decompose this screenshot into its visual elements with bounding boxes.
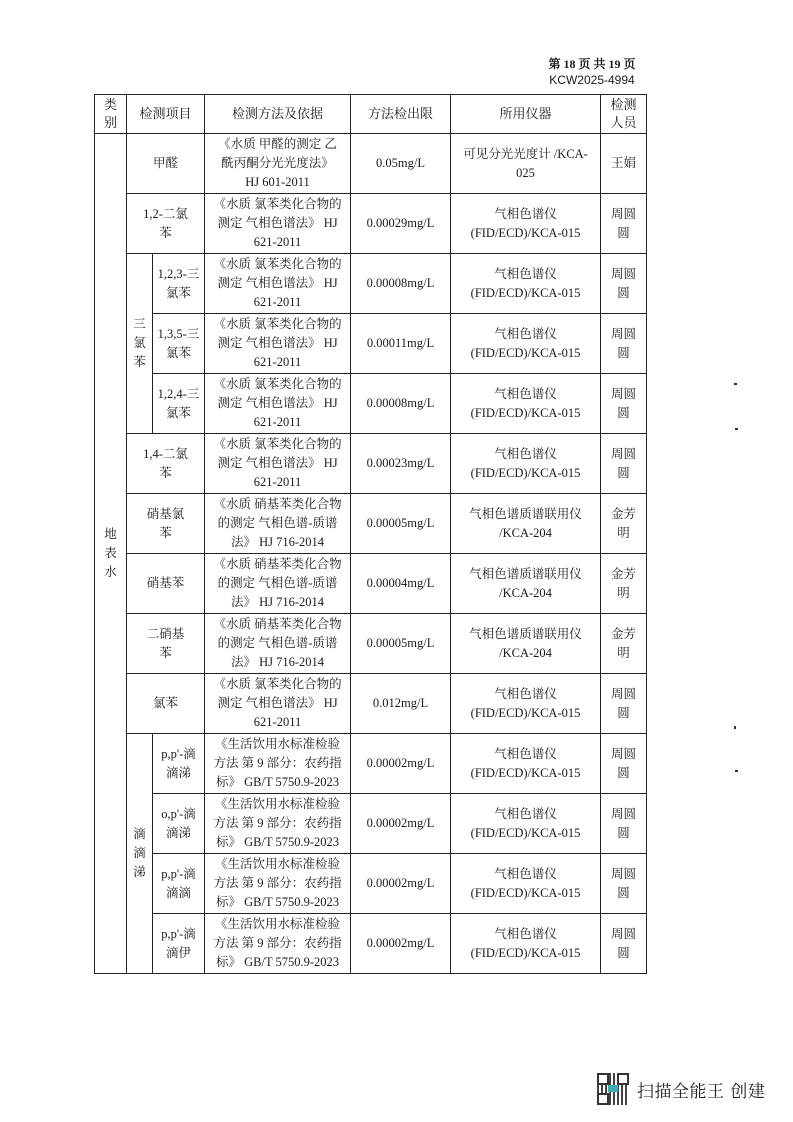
method-cell: 《生活饮用水标准检验方法 第 9 部分：农药指标》 GB/T 5750.9-2023 <box>205 914 351 974</box>
limit-cell: 0.00008mg/L <box>351 254 451 314</box>
analyst-cell: 周圆圆 <box>601 734 647 794</box>
analyst-cell: 周圆圆 <box>601 314 647 374</box>
limit-cell: 0.00002mg/L <box>351 914 451 974</box>
scanner-watermark <box>597 1073 765 1105</box>
instrument-cell: 气相色谱仪 (FID/ECD)/KCA-015 <box>451 254 601 314</box>
item-cell: 二硝基苯 <box>127 614 205 674</box>
item-cell: 1,4-二氯苯 <box>127 434 205 494</box>
limit-cell: 0.00002mg/L <box>351 734 451 794</box>
col-header-item: 检测项目 <box>127 95 205 134</box>
analyst-cell: 周圆圆 <box>601 254 647 314</box>
analyst-cell: 周圆圆 <box>601 194 647 254</box>
col-header-analyst: 检测人员 <box>601 95 647 134</box>
method-cell: 《水质 氯苯类化合物的测定 气相色谱法》 HJ 621-2011 <box>205 674 351 734</box>
method-table <box>94 94 647 974</box>
limit-cell: 0.00002mg/L <box>351 854 451 914</box>
method-cell: 《水质 硝基苯类化合物的测定 气相色谱-质谱法》 HJ 716-2014 <box>205 554 351 614</box>
group-ddt: 滴滴涕 <box>127 734 153 974</box>
col-header-category: 类别 <box>95 95 127 134</box>
analyst-cell: 周圆圆 <box>601 374 647 434</box>
item-cell: o,p'-滴滴涕 <box>153 794 205 854</box>
instrument-cell: 气相色谱仪 (FID/ECD)/KCA-015 <box>451 854 601 914</box>
item-cell: 硝基苯 <box>127 554 205 614</box>
item-cell: 1,2,4-三氯苯 <box>153 374 205 434</box>
method-cell: 《水质 氯苯类化合物的测定 气相色谱法》 HJ 621-2011 <box>205 314 351 374</box>
method-cell: 《水质 氯苯类化合物的测定 气相色谱法》 HJ 621-2011 <box>205 254 351 314</box>
brand-text: 扫描全能王 创建 <box>637 1081 766 1102</box>
method-cell: 《生活饮用水标准检验方法 第 9 部分：农药指标》 GB/T 5750.9-2023 <box>205 734 351 794</box>
item-cell: p,p'-滴滴伊 <box>153 914 205 974</box>
analyst-cell: 金芳明 <box>601 554 647 614</box>
instrument-cell: 气相色谱仪 (FID/ECD)/KCA-015 <box>451 434 601 494</box>
method-cell: 《水质 氯苯类化合物的测定 气相色谱法》 HJ 621-2011 <box>205 194 351 254</box>
analyst-cell: 周圆圆 <box>601 914 647 974</box>
instrument-cell: 气相色谱质谱联用仪 /KCA-204 <box>451 614 601 674</box>
table-row <box>95 254 647 314</box>
group-trichlorobenzene: 三氯苯 <box>127 254 153 434</box>
instrument-cell: 气相色谱仪 (FID/ECD)/KCA-015 <box>451 194 601 254</box>
limit-cell: 0.00002mg/L <box>351 794 451 854</box>
analyst-cell: 周圆圆 <box>601 434 647 494</box>
instrument-cell: 气相色谱仪 (FID/ECD)/KCA-015 <box>451 674 601 734</box>
method-cell: 《水质 硝基苯类化合物的测定 气相色谱-质谱法》 HJ 716-2014 <box>205 494 351 554</box>
table-row <box>95 794 647 854</box>
table-row <box>95 134 647 194</box>
instrument-cell: 气相色谱仪 (FID/ECD)/KCA-015 <box>451 314 601 374</box>
instrument-cell: 气相色谱仪 (FID/ECD)/KCA-015 <box>451 734 601 794</box>
analyst-cell: 金芳明 <box>601 494 647 554</box>
analyst-cell: 周圆圆 <box>601 854 647 914</box>
limit-cell: 0.00005mg/L <box>351 494 451 554</box>
method-cell: 《水质 氯苯类化合物的测定 气相色谱法》 HJ 621-2011 <box>205 434 351 494</box>
item-cell: p,p'-滴滴滴 <box>153 854 205 914</box>
instrument-cell: 气相色谱仪 (FID/ECD)/KCA-015 <box>451 794 601 854</box>
analyst-cell: 王娟 <box>601 134 647 194</box>
instrument-cell: 气相色谱仪 (FID/ECD)/KCA-015 <box>451 374 601 434</box>
analyst-cell: 周圆圆 <box>601 794 647 854</box>
limit-cell: 0.00005mg/L <box>351 614 451 674</box>
col-header-method: 检测方法及依据 <box>205 95 351 134</box>
item-cell: 1,3,5-三氯苯 <box>153 314 205 374</box>
method-cell: 《生活饮用水标准检验方法 第 9 部分：农药指标》 GB/T 5750.9-2023 <box>205 794 351 854</box>
col-header-limit: 方法检出限 <box>351 95 451 134</box>
table-row <box>95 914 647 974</box>
limit-cell: 0.00011mg/L <box>351 314 451 374</box>
table-row <box>95 434 647 494</box>
analyst-cell: 金芳明 <box>601 614 647 674</box>
item-cell: 1,2-二氯苯 <box>127 194 205 254</box>
table-row <box>95 554 647 614</box>
item-cell: 1,2,3-三氯苯 <box>153 254 205 314</box>
limit-cell: 0.00004mg/L <box>351 554 451 614</box>
method-cell: 《生活饮用水标准检验方法 第 9 部分：农药指标》 GB/T 5750.9-2023 <box>205 854 351 914</box>
table-row <box>95 194 647 254</box>
table-row <box>95 674 647 734</box>
page-number: 第 18 页 共 19 页 <box>548 57 636 71</box>
table-row <box>95 494 647 554</box>
item-cell: 氯苯 <box>127 674 205 734</box>
qr-code-icon <box>597 1073 629 1105</box>
report-code: KCW2025-4994 <box>549 73 635 87</box>
limit-cell: 0.012mg/L <box>351 674 451 734</box>
limit-cell: 0.00008mg/L <box>351 374 451 434</box>
method-cell: 《水质 氯苯类化合物的测定 气相色谱法》 HJ 621-2011 <box>205 374 351 434</box>
table-row <box>95 314 647 374</box>
col-header-instrument: 所用仪器 <box>451 95 601 134</box>
table-row <box>95 854 647 914</box>
item-cell: 硝基氯苯 <box>127 494 205 554</box>
method-cell: 《水质 甲醛的测定 乙酰丙酮分光光度法》 HJ 601-2011 <box>205 134 351 194</box>
instrument-cell: 气相色谱质谱联用仪 /KCA-204 <box>451 554 601 614</box>
limit-cell: 0.00023mg/L <box>351 434 451 494</box>
table-header-row <box>95 95 647 134</box>
item-cell: p,p'-滴滴涕 <box>153 734 205 794</box>
item-cell: 甲醛 <box>127 134 205 194</box>
category-cell: 地表水 <box>95 134 127 974</box>
limit-cell: 0.05mg/L <box>351 134 451 194</box>
method-cell: 《水质 硝基苯类化合物的测定 气相色谱-质谱法》 HJ 716-2014 <box>205 614 351 674</box>
page-header <box>532 56 652 88</box>
analyst-cell: 周圆圆 <box>601 674 647 734</box>
instrument-cell: 可见分光光度计 /KCA-025 <box>451 134 601 194</box>
limit-cell: 0.00029mg/L <box>351 194 451 254</box>
table-row <box>95 374 647 434</box>
table-row <box>95 734 647 794</box>
table-row <box>95 614 647 674</box>
instrument-cell: 气相色谱仪 (FID/ECD)/KCA-015 <box>451 914 601 974</box>
instrument-cell: 气相色谱质谱联用仪 /KCA-204 <box>451 494 601 554</box>
